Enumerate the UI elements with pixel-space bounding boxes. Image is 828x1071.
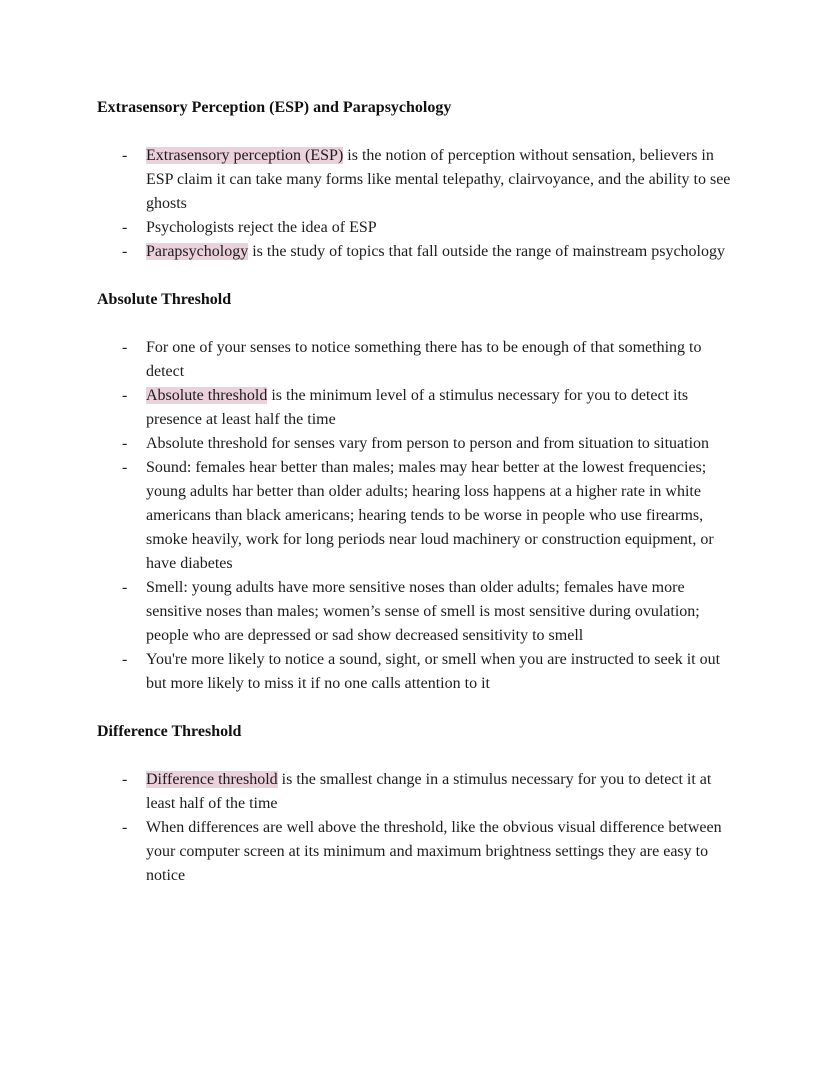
highlighted-term: Extrasensory perception (ESP) (146, 147, 344, 164)
bullet-item (122, 768, 731, 816)
bullet-text: When differences are well above the threshold, like the obvious visual difference between your computer screen at its minimum and maximum brightness settings they are easy to notice (146, 819, 722, 884)
bullet-text: is the study of topics that fall outside the range of mainstream psychology (248, 243, 725, 260)
bullet-text: For one of your senses to notice something there has to be enough of that something to detect (146, 339, 702, 380)
bullet-text: Psychologists reject the idea of ESP (146, 219, 377, 236)
bullet-item (122, 216, 731, 240)
document-content (97, 96, 731, 888)
bullet-text: Smell: young adults have more sensitive noses than older adults; females have more sensitive noses than males; women’s sense of smell is most sensitive during ovulation; people who are depressed or sad show decreased sensitivity to smell (146, 579, 700, 644)
bullet-text: is the minimum level of a stimulus necessary for you to detect its presence at least half the time (146, 387, 689, 428)
bullet-text: Sound: females hear better than males; males may hear better at the lowest frequencies; young adults har better than older adults; hearing loss happens at a higher rate in white americans than black americans; hearing tends to be worse in people who use firearms, smoke heavily, work for long periods near loud machinery or construction equipment, or have diabetes (146, 459, 714, 572)
bullet-text: Absolute threshold for senses vary from person to person and from situation to situation (146, 435, 710, 452)
bullet-item (122, 144, 731, 216)
bullet-text: is the notion of perception without sensation, believers in ESP claim it can take many forms like mental telepathy, clairvoyance, and the ability to see ghosts (146, 147, 731, 212)
bullet-item (122, 240, 731, 264)
highlighted-term: Absolute threshold (146, 387, 268, 404)
section-heading: Absolute Threshold (97, 291, 232, 308)
bullet-item (122, 384, 731, 432)
bullet-list (97, 336, 731, 696)
bullet-text: is the smallest change in a stimulus necessary for you to detect it at least half of the time (146, 771, 712, 812)
bullet-list (97, 144, 731, 264)
highlighted-term: Difference threshold (146, 771, 278, 788)
section-heading: Difference Threshold (97, 723, 242, 740)
highlighted-term: Parapsychology (146, 243, 249, 260)
bullet-item (122, 336, 731, 384)
bullet-item (122, 456, 731, 576)
bullet-item (122, 432, 731, 456)
section-heading: Extrasensory Perception (ESP) and Parapsychology (97, 99, 452, 116)
bullet-item (122, 576, 731, 648)
bullet-item (122, 816, 731, 888)
bullet-list (97, 768, 731, 888)
bullet-text: You're more likely to notice a sound, sight, or smell when you are instructed to seek it out but more likely to miss it if no one calls attention to it (146, 651, 721, 692)
bullet-item (122, 648, 731, 696)
